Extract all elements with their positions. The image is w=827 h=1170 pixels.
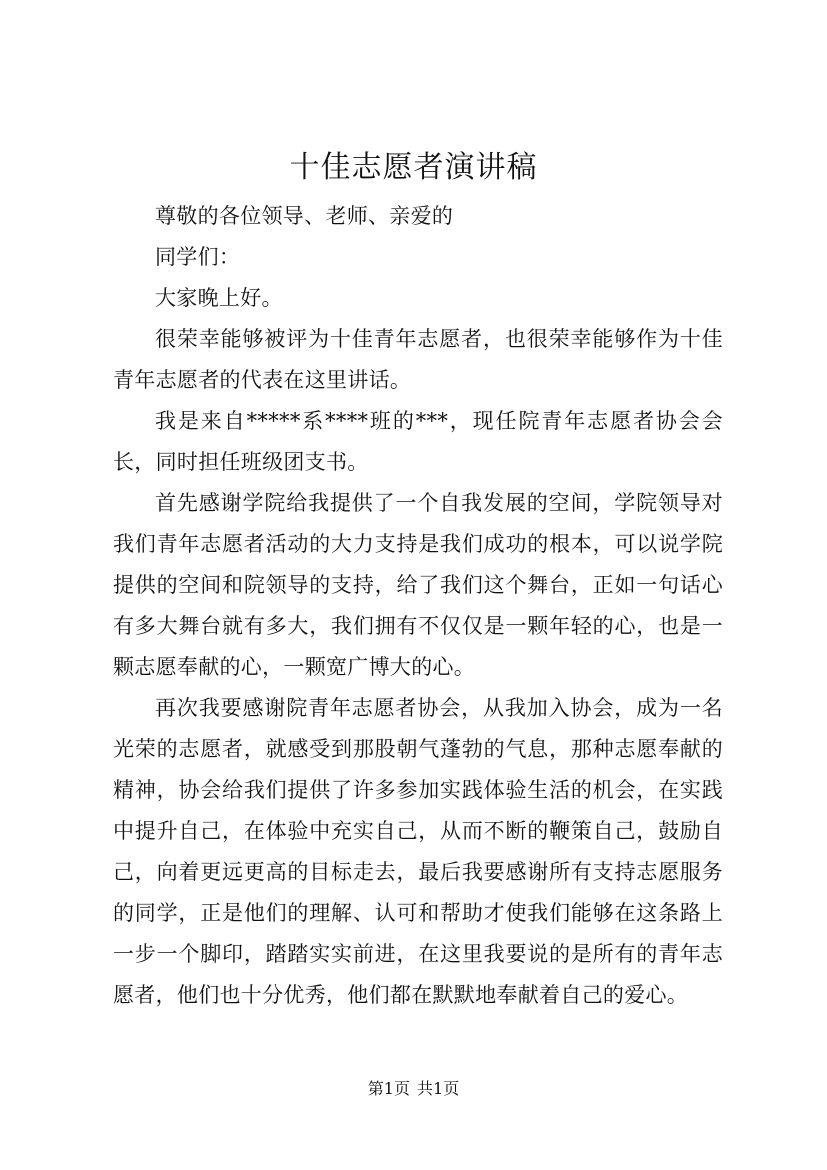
salutation-line-1: 尊敬的各位领导、老师、亲爱的 bbox=[155, 204, 454, 228]
salutation-line-2: 同学们： bbox=[155, 245, 241, 269]
document-title: 十佳志愿者演讲稿 bbox=[289, 150, 538, 185]
page-footer: 第1页 共1页 bbox=[367, 1079, 460, 1098]
body-paragraph: 很荣幸能够被评为十佳青年志愿者，也很荣幸能够作为十佳青年志愿者的代表在这里讲话。 bbox=[113, 327, 723, 392]
body-paragraph: 我是来自*****系****班的***，现任院青年志愿者协会会长，同时担任班级团支书。 bbox=[113, 409, 723, 474]
body-paragraph: 再次我要感谢院青年志愿者协会，从我加入协会，成为一名光荣的志愿者，就感受到那股朝气蓬勃的气息，那种志愿奉献的精神，协会给我们提供了许多参加实践体验生活的机会，在实践中提升自己，在体验中充实自己，从而不断的鞭策自己，鼓励自己，向着更远更高的目标走去，最后我要感谢所有支持志愿服务的同学，正是他们的理解、认可和帮助才使我们能够在这条路上一步一个脚印，踏踏实实前进，在这里我要说的是所有的青年志愿者，他们也十分优秀，他们都在默默地奉献着自己的爱心。 bbox=[113, 696, 723, 1007]
body-paragraph: 首先感谢学院给我提供了一个自我发展的空间，学院领导对我们青年志愿者活动的大力支持是我们成功的根本，可以说学院提供的空间和院领导的支持，给了我们这个舞台，正如一句话心有多大舞台就有多大，我们拥有不仅仅是一颗年轻的心，也是一颗志愿奉献的心，一颗宽广博大的心。 bbox=[113, 491, 723, 679]
document-body bbox=[113, 196, 723, 1016]
greeting-paragraph: 大家晚上好。 bbox=[155, 286, 283, 310]
